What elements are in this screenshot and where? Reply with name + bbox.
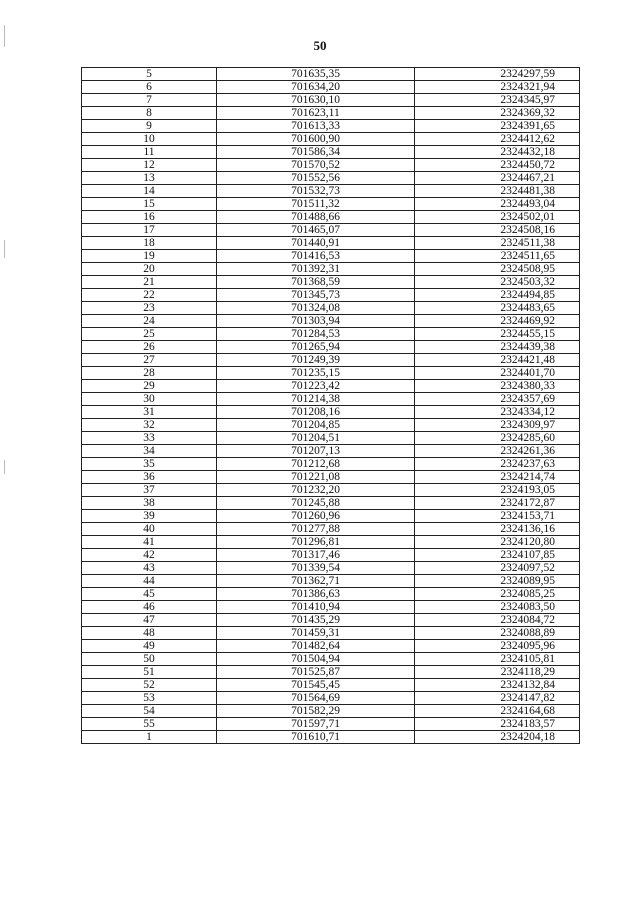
x-coordinate-cell: 701570,52	[217, 159, 415, 172]
y-coordinate-cell: 2324193,05	[415, 484, 580, 497]
x-coordinate-cell: 701440,91	[217, 237, 415, 250]
table-row	[82, 68, 580, 81]
point-number-cell: 29	[82, 380, 217, 393]
table-row	[82, 250, 580, 263]
point-number-cell: 34	[82, 445, 217, 458]
point-number-cell: 43	[82, 562, 217, 575]
point-number-cell: 49	[82, 640, 217, 653]
y-coordinate-cell: 2324118,29	[415, 666, 580, 679]
point-number-cell: 50	[82, 653, 217, 666]
y-coordinate-cell: 2324380,33	[415, 380, 580, 393]
x-coordinate-cell: 701265,94	[217, 341, 415, 354]
point-number-cell: 31	[82, 406, 217, 419]
point-number-cell: 33	[82, 432, 217, 445]
point-number-cell: 32	[82, 419, 217, 432]
x-coordinate-cell: 701597,71	[217, 718, 415, 731]
coordinates-table	[81, 67, 580, 744]
table-row	[82, 484, 580, 497]
y-coordinate-cell: 2324088,89	[415, 627, 580, 640]
table-row	[82, 510, 580, 523]
coordinates-table-body	[82, 68, 580, 744]
point-number-cell: 52	[82, 679, 217, 692]
point-number-cell: 18	[82, 237, 217, 250]
y-coordinate-cell: 2324136,16	[415, 523, 580, 536]
table-row	[82, 601, 580, 614]
table-row	[82, 393, 580, 406]
point-number-cell: 20	[82, 263, 217, 276]
table-row	[82, 328, 580, 341]
y-coordinate-cell: 2324309,97	[415, 419, 580, 432]
x-coordinate-cell: 701623,11	[217, 107, 415, 120]
x-coordinate-cell: 701504,94	[217, 653, 415, 666]
y-coordinate-cell: 2324285,60	[415, 432, 580, 445]
y-coordinate-cell: 2324467,21	[415, 172, 580, 185]
x-coordinate-cell: 701232,20	[217, 484, 415, 497]
y-coordinate-cell: 2324120,80	[415, 536, 580, 549]
table-row	[82, 679, 580, 692]
point-number-cell: 10	[82, 133, 217, 146]
y-coordinate-cell: 2324183,57	[415, 718, 580, 731]
y-coordinate-cell: 2324483,65	[415, 302, 580, 315]
x-coordinate-cell: 701386,63	[217, 588, 415, 601]
point-number-cell: 36	[82, 471, 217, 484]
table-row	[82, 354, 580, 367]
y-coordinate-cell: 2324508,95	[415, 263, 580, 276]
table-row	[82, 588, 580, 601]
y-coordinate-cell: 2324089,95	[415, 575, 580, 588]
x-coordinate-cell: 701362,71	[217, 575, 415, 588]
x-coordinate-cell: 701465,07	[217, 224, 415, 237]
table-row	[82, 185, 580, 198]
x-coordinate-cell: 701204,85	[217, 419, 415, 432]
table-row	[82, 380, 580, 393]
x-coordinate-cell: 701235,15	[217, 367, 415, 380]
table-row	[82, 575, 580, 588]
x-coordinate-cell: 701317,46	[217, 549, 415, 562]
x-coordinate-cell: 701221,08	[217, 471, 415, 484]
point-number-cell: 45	[82, 588, 217, 601]
y-coordinate-cell: 2324345,97	[415, 94, 580, 107]
table-row	[82, 159, 580, 172]
table-row	[82, 523, 580, 536]
point-number-cell: 55	[82, 718, 217, 731]
y-coordinate-cell: 2324412,62	[415, 133, 580, 146]
x-coordinate-cell: 701303,94	[217, 315, 415, 328]
y-coordinate-cell: 2324147,82	[415, 692, 580, 705]
page-number: 50	[313, 38, 327, 53]
y-coordinate-cell: 2324204,18	[415, 731, 580, 744]
point-number-cell: 53	[82, 692, 217, 705]
y-coordinate-cell: 2324083,50	[415, 601, 580, 614]
x-coordinate-cell: 701435,29	[217, 614, 415, 627]
table-row	[82, 237, 580, 250]
point-number-cell: 38	[82, 497, 217, 510]
table-row	[82, 627, 580, 640]
x-coordinate-cell: 701212,68	[217, 458, 415, 471]
y-coordinate-cell: 2324421,48	[415, 354, 580, 367]
point-number-cell: 46	[82, 601, 217, 614]
x-coordinate-cell: 701204,51	[217, 432, 415, 445]
x-coordinate-cell: 701410,94	[217, 601, 415, 614]
x-coordinate-cell: 701564,69	[217, 692, 415, 705]
point-number-cell: 9	[82, 120, 217, 133]
y-coordinate-cell: 2324369,32	[415, 107, 580, 120]
table-row	[82, 172, 580, 185]
x-coordinate-cell: 701613,33	[217, 120, 415, 133]
point-number-cell: 11	[82, 146, 217, 159]
point-number-cell: 13	[82, 172, 217, 185]
x-coordinate-cell: 701416,53	[217, 250, 415, 263]
y-coordinate-cell: 2324164,68	[415, 705, 580, 718]
y-coordinate-cell: 2324297,59	[415, 68, 580, 81]
point-number-cell: 30	[82, 393, 217, 406]
x-coordinate-cell: 701586,34	[217, 146, 415, 159]
y-coordinate-cell: 2324503,32	[415, 276, 580, 289]
x-coordinate-cell: 701249,39	[217, 354, 415, 367]
x-coordinate-cell: 701630,10	[217, 94, 415, 107]
x-coordinate-cell: 701324,08	[217, 302, 415, 315]
y-coordinate-cell: 2324450,72	[415, 159, 580, 172]
point-number-cell: 35	[82, 458, 217, 471]
y-coordinate-cell: 2324481,38	[415, 185, 580, 198]
x-coordinate-cell: 701545,45	[217, 679, 415, 692]
table-row	[82, 341, 580, 354]
table-row	[82, 549, 580, 562]
y-coordinate-cell: 2324261,36	[415, 445, 580, 458]
x-coordinate-cell: 701345,73	[217, 289, 415, 302]
table-row	[82, 224, 580, 237]
y-coordinate-cell: 2324334,12	[415, 406, 580, 419]
table-row	[82, 263, 580, 276]
point-number-cell: 14	[82, 185, 217, 198]
table-row	[82, 640, 580, 653]
point-number-cell: 54	[82, 705, 217, 718]
table-row	[82, 419, 580, 432]
point-number-cell: 42	[82, 549, 217, 562]
table-row	[82, 107, 580, 120]
table-row	[82, 198, 580, 211]
point-number-cell: 12	[82, 159, 217, 172]
y-coordinate-cell: 2324084,72	[415, 614, 580, 627]
point-number-cell: 6	[82, 81, 217, 94]
point-number-cell: 24	[82, 315, 217, 328]
point-number-cell: 47	[82, 614, 217, 627]
point-number-cell: 16	[82, 211, 217, 224]
y-coordinate-cell: 2324494,85	[415, 289, 580, 302]
point-number-cell: 48	[82, 627, 217, 640]
table-row	[82, 211, 580, 224]
point-number-cell: 23	[82, 302, 217, 315]
point-number-cell: 44	[82, 575, 217, 588]
x-coordinate-cell: 701525,87	[217, 666, 415, 679]
point-number-cell: 22	[82, 289, 217, 302]
table-row	[82, 146, 580, 159]
y-coordinate-cell: 2324455,15	[415, 328, 580, 341]
point-number-cell: 28	[82, 367, 217, 380]
point-number-cell: 19	[82, 250, 217, 263]
y-coordinate-cell: 2324357,69	[415, 393, 580, 406]
table-row	[82, 406, 580, 419]
x-coordinate-cell: 701207,13	[217, 445, 415, 458]
table-row	[82, 705, 580, 718]
table-row	[82, 653, 580, 666]
table-row	[82, 666, 580, 679]
table-row	[82, 367, 580, 380]
x-coordinate-cell: 701339,54	[217, 562, 415, 575]
table-row	[82, 692, 580, 705]
y-coordinate-cell: 2324214,74	[415, 471, 580, 484]
scan-margin-mark	[4, 460, 5, 474]
point-number-cell: 41	[82, 536, 217, 549]
y-coordinate-cell: 2324172,87	[415, 497, 580, 510]
y-coordinate-cell: 2324511,65	[415, 250, 580, 263]
table-row	[82, 497, 580, 510]
y-coordinate-cell: 2324107,85	[415, 549, 580, 562]
scan-margin-mark	[4, 240, 5, 258]
point-number-cell: 15	[82, 198, 217, 211]
point-number-cell: 1	[82, 731, 217, 744]
x-coordinate-cell: 701368,59	[217, 276, 415, 289]
point-number-cell: 37	[82, 484, 217, 497]
x-coordinate-cell: 701532,73	[217, 185, 415, 198]
x-coordinate-cell: 701552,56	[217, 172, 415, 185]
x-coordinate-cell: 701635,35	[217, 68, 415, 81]
table-row	[82, 276, 580, 289]
table-row	[82, 614, 580, 627]
table-row	[82, 94, 580, 107]
table-row	[82, 471, 580, 484]
y-coordinate-cell: 2324511,38	[415, 237, 580, 250]
table-row	[82, 315, 580, 328]
x-coordinate-cell: 701511,32	[217, 198, 415, 211]
y-coordinate-cell: 2324508,16	[415, 224, 580, 237]
table-row	[82, 432, 580, 445]
x-coordinate-cell: 701459,31	[217, 627, 415, 640]
point-number-cell: 5	[82, 68, 217, 81]
table-row	[82, 731, 580, 744]
table-row	[82, 289, 580, 302]
x-coordinate-cell: 701482,64	[217, 640, 415, 653]
x-coordinate-cell: 701245,88	[217, 497, 415, 510]
table-row	[82, 81, 580, 94]
x-coordinate-cell: 701284,53	[217, 328, 415, 341]
y-coordinate-cell: 2324132,84	[415, 679, 580, 692]
x-coordinate-cell: 701260,96	[217, 510, 415, 523]
table-row	[82, 718, 580, 731]
table-row	[82, 562, 580, 575]
x-coordinate-cell: 701582,29	[217, 705, 415, 718]
x-coordinate-cell: 701634,20	[217, 81, 415, 94]
y-coordinate-cell: 2324493,04	[415, 198, 580, 211]
point-number-cell: 25	[82, 328, 217, 341]
y-coordinate-cell: 2324085,25	[415, 588, 580, 601]
y-coordinate-cell: 2324105,81	[415, 653, 580, 666]
y-coordinate-cell: 2324469,92	[415, 315, 580, 328]
table-row	[82, 458, 580, 471]
point-number-cell: 40	[82, 523, 217, 536]
y-coordinate-cell: 2324095,96	[415, 640, 580, 653]
y-coordinate-cell: 2324502,01	[415, 211, 580, 224]
table-row	[82, 445, 580, 458]
x-coordinate-cell: 701214,38	[217, 393, 415, 406]
y-coordinate-cell: 2324097,52	[415, 562, 580, 575]
x-coordinate-cell: 701600,90	[217, 133, 415, 146]
point-number-cell: 26	[82, 341, 217, 354]
y-coordinate-cell: 2324153,71	[415, 510, 580, 523]
y-coordinate-cell: 2324321,94	[415, 81, 580, 94]
point-number-cell: 17	[82, 224, 217, 237]
table-row	[82, 133, 580, 146]
y-coordinate-cell: 2324432,18	[415, 146, 580, 159]
point-number-cell: 21	[82, 276, 217, 289]
x-coordinate-cell: 701208,16	[217, 406, 415, 419]
table-row	[82, 120, 580, 133]
point-number-cell: 39	[82, 510, 217, 523]
y-coordinate-cell: 2324439,38	[415, 341, 580, 354]
point-number-cell: 27	[82, 354, 217, 367]
x-coordinate-cell: 701488,66	[217, 211, 415, 224]
y-coordinate-cell: 2324401,70	[415, 367, 580, 380]
x-coordinate-cell: 701610,71	[217, 731, 415, 744]
y-coordinate-cell: 2324237,63	[415, 458, 580, 471]
table-row	[82, 302, 580, 315]
point-number-cell: 7	[82, 94, 217, 107]
point-number-cell: 51	[82, 666, 217, 679]
table-row	[82, 536, 580, 549]
x-coordinate-cell: 701277,88	[217, 523, 415, 536]
y-coordinate-cell: 2324391,65	[415, 120, 580, 133]
x-coordinate-cell: 701296,81	[217, 536, 415, 549]
x-coordinate-cell: 701392,31	[217, 263, 415, 276]
x-coordinate-cell: 701223,42	[217, 380, 415, 393]
point-number-cell: 8	[82, 107, 217, 120]
